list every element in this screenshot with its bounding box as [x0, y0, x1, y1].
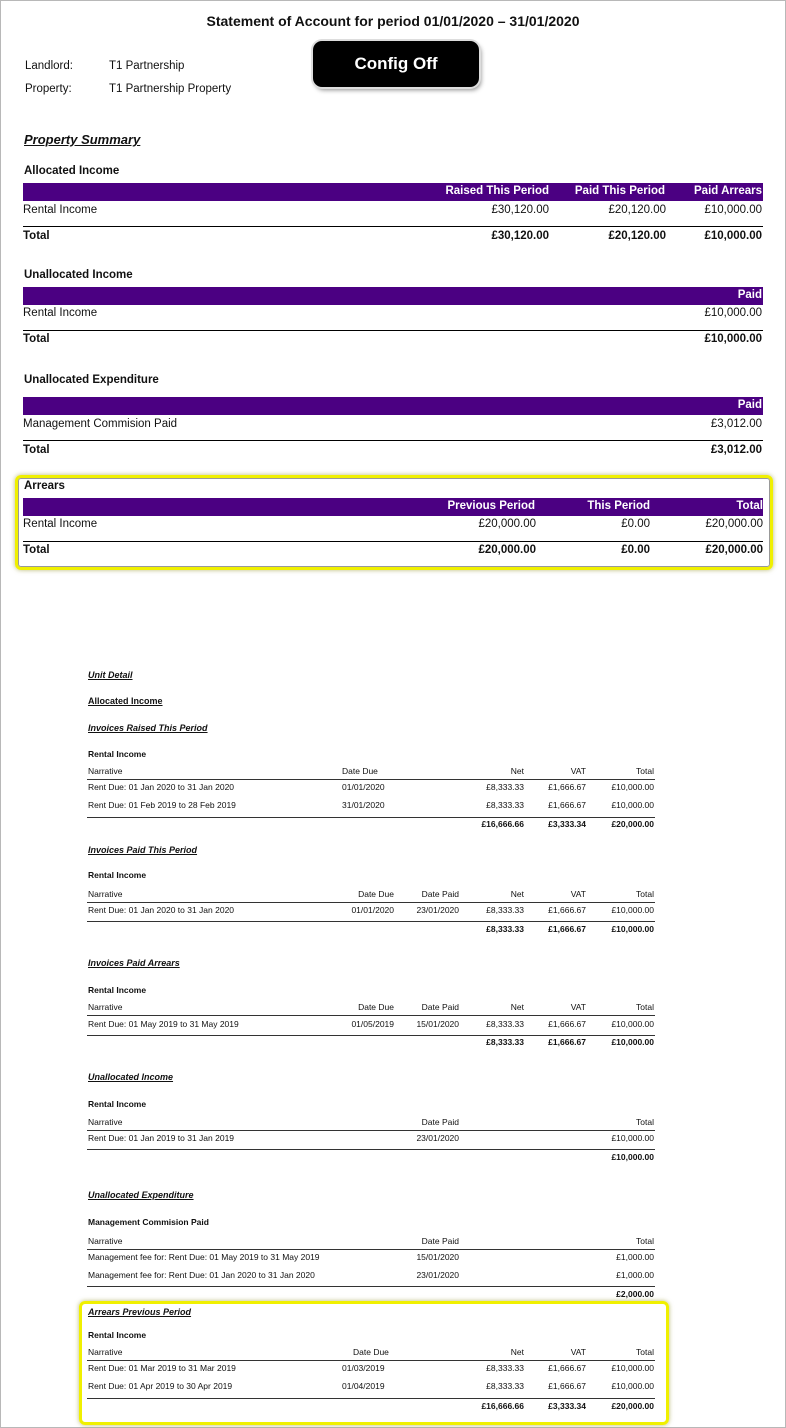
- col-paid-this-period: Paid This Period: [574, 185, 665, 197]
- cell: £8,333.33: [486, 1363, 524, 1373]
- col-date-due: Date Due: [358, 1002, 394, 1012]
- col-date-paid: Date Paid: [421, 1002, 459, 1012]
- cell: £8,333.33: [486, 1019, 524, 1029]
- cell: £1,666.67: [548, 1381, 586, 1391]
- rule: [87, 1149, 655, 1150]
- col-paid-arrears: Paid Arrears: [694, 185, 762, 197]
- col-narrative: Narrative: [88, 766, 123, 776]
- cell: £8,333.33: [486, 905, 524, 915]
- cell: £10,000.00: [611, 1133, 654, 1143]
- col-date-due: Date Due: [358, 889, 394, 899]
- col-vat: VAT: [570, 1347, 586, 1357]
- unallocated-expenditure-header-bar: [23, 397, 763, 415]
- cell: 01/05/2019: [351, 1019, 394, 1029]
- cell: £10,000.00: [611, 905, 654, 915]
- row-value: £20,000.00: [478, 518, 536, 530]
- cell: Rent Due: 01 Jan 2020 to 31 Jan 2020: [88, 782, 235, 792]
- total-cell: £10,000.00: [611, 924, 654, 934]
- col-date-paid: Date Paid: [421, 1117, 459, 1127]
- arrears-row: [23, 518, 763, 534]
- col-net: Net: [510, 1002, 524, 1012]
- row-value: £30,120.00: [491, 204, 549, 216]
- invoices-paid-sub: Rental Income: [88, 870, 147, 880]
- row-label: Rental Income: [23, 204, 98, 216]
- property-value: T1 Partnership Property: [109, 83, 232, 95]
- cell: £1,000.00: [616, 1252, 654, 1262]
- rule: [87, 902, 655, 903]
- total-cell: £10,000.00: [611, 1152, 654, 1162]
- unallocated-income-detail-heading: Unallocated Income: [88, 1072, 174, 1082]
- total-cell: £20,000.00: [611, 1401, 654, 1411]
- cell: £1,666.67: [548, 905, 586, 915]
- col-date-paid: Date Paid: [421, 889, 459, 899]
- col-raised-this-period: Raised This Period: [445, 185, 549, 197]
- col-total: Total: [736, 500, 763, 512]
- allocated-income-row: [23, 204, 763, 220]
- cell: £10,000.00: [611, 1363, 654, 1373]
- col-total: Total: [636, 1002, 654, 1012]
- total-label: Total: [23, 444, 50, 456]
- cell: 31/01/2020: [342, 800, 385, 810]
- total-cell: £2,000.00: [616, 1289, 654, 1299]
- cell: £1,666.67: [548, 1019, 586, 1029]
- col-date-paid: Date Paid: [421, 1236, 459, 1246]
- row-value: £20,120.00: [608, 204, 666, 216]
- col-total: Total: [636, 889, 654, 899]
- unallocated-income-total: [23, 330, 763, 349]
- rule: [87, 817, 655, 818]
- invoices-paid-arrears-heading: Invoices Paid Arrears: [88, 958, 180, 968]
- col-narrative: Narrative: [88, 1236, 123, 1246]
- cell: Rent Due: 01 Jan 2019 to 31 Jan 2019: [88, 1133, 235, 1143]
- col-narrative: Narrative: [88, 1002, 123, 1012]
- row-value: £3,012.00: [710, 418, 762, 430]
- total-cell: £20,000.00: [611, 819, 654, 829]
- total-label: Total: [23, 544, 50, 556]
- total-value: £20,000.00: [478, 544, 536, 556]
- invoices-paid-arrears-sub: Rental Income: [88, 985, 147, 995]
- row-value: £0.00: [621, 518, 650, 530]
- cell: 01/01/2020: [351, 905, 394, 915]
- total-value: £30,120.00: [491, 230, 549, 242]
- total-value: £20,120.00: [608, 230, 666, 242]
- allocated-income-detail-heading: Allocated Income: [88, 696, 163, 706]
- total-label: Total: [23, 230, 50, 242]
- row-label: Rental Income: [23, 307, 98, 319]
- unallocated-income-detail-sub: Rental Income: [88, 1099, 147, 1109]
- unallocated-expenditure-detail-heading: Unallocated Expenditure: [88, 1190, 194, 1200]
- cell: Management fee for: Rent Due: 01 Jan 2020 to 31 Jan 2020: [88, 1270, 315, 1280]
- cell: 01/04/2019: [342, 1381, 385, 1391]
- cell: Rent Due: 01 Feb 2019 to 28 Feb 2019: [88, 800, 236, 810]
- col-vat: VAT: [570, 1002, 586, 1012]
- total-value: £20,000.00: [705, 544, 763, 556]
- cell: Management fee for: Rent Due: 01 May 2019 to 31 May 2019: [88, 1252, 320, 1262]
- col-paid: Paid: [737, 289, 762, 301]
- invoices-raised-heading: Invoices Raised This Period: [88, 723, 208, 733]
- total-cell: £10,000.00: [611, 1037, 654, 1047]
- rule: [87, 1286, 655, 1287]
- cell: £1,666.67: [548, 800, 586, 810]
- config-off-badge[interactable]: Config Off: [313, 41, 479, 87]
- rule: [87, 779, 655, 780]
- cell: £8,333.33: [486, 1381, 524, 1391]
- col-paid: Paid: [737, 399, 762, 411]
- landlord-value: T1 Partnership: [109, 60, 185, 72]
- property-label: Property:: [25, 83, 72, 95]
- invoices-raised-sub: Rental Income: [88, 749, 147, 759]
- unallocated-expenditure-detail-sub: Management Commision Paid: [88, 1217, 209, 1227]
- total-value: £10,000.00: [704, 230, 762, 242]
- total-cell: £16,666.66: [481, 1401, 524, 1411]
- rule: [87, 921, 655, 922]
- cell: £1,000.00: [616, 1270, 654, 1280]
- total-cell: £8,333.33: [486, 1037, 524, 1047]
- rule: [87, 1015, 655, 1016]
- col-narrative: Narrative: [88, 889, 123, 899]
- cell: £10,000.00: [611, 782, 654, 792]
- allocated-income-header-bar: [23, 183, 763, 201]
- cell: Rent Due: 01 Mar 2019 to 31 Mar 2019: [88, 1363, 236, 1373]
- cell: Rent Due: 01 Jan 2020 to 31 Jan 2020: [88, 905, 235, 915]
- cell: £8,333.33: [486, 782, 524, 792]
- col-this-period: This Period: [587, 500, 650, 512]
- col-previous-period: Previous Period: [447, 500, 535, 512]
- col-narrative: Narrative: [88, 1117, 123, 1127]
- col-date-due: Date Due: [342, 766, 378, 776]
- total-cell: £16,666.66: [481, 819, 524, 829]
- cell: 01/03/2019: [342, 1363, 385, 1373]
- rule: [87, 1360, 655, 1361]
- total-cell: £1,666.67: [548, 924, 586, 934]
- unit-detail-heading: Unit Detail: [88, 670, 133, 680]
- unallocated-income-title: Unallocated Income: [24, 269, 133, 281]
- cell: 15/01/2020: [416, 1252, 459, 1262]
- total-cell: £3,333.34: [548, 819, 586, 829]
- property-summary-heading: Property Summary: [24, 132, 141, 147]
- total-value: £3,012.00: [710, 444, 762, 456]
- col-net: Net: [510, 766, 524, 776]
- cell: £8,333.33: [486, 800, 524, 810]
- cell: 23/01/2020: [416, 1270, 459, 1280]
- arrears-previous-heading: Arrears Previous Period: [88, 1307, 192, 1317]
- total-value: £0.00: [621, 544, 650, 556]
- rule: [87, 1130, 655, 1131]
- arrears-header-bar: [23, 498, 763, 516]
- arrears-title: Arrears: [24, 480, 65, 492]
- unallocated-expenditure-row: [23, 418, 763, 434]
- cell: £1,666.67: [548, 1363, 586, 1373]
- col-net: Net: [510, 889, 524, 899]
- rule: [87, 1249, 655, 1250]
- allocated-income-total: [23, 226, 763, 248]
- col-total: Total: [636, 766, 654, 776]
- row-value: £10,000.00: [704, 204, 762, 216]
- cell: 15/01/2020: [416, 1019, 459, 1029]
- total-cell: £8,333.33: [486, 924, 524, 934]
- rule: [87, 1035, 655, 1036]
- rule: [87, 1398, 655, 1399]
- total-value: £10,000.00: [704, 333, 762, 345]
- col-vat: VAT: [570, 766, 586, 776]
- invoices-paid-heading: Invoices Paid This Period: [88, 845, 198, 855]
- unallocated-income-row: [23, 307, 763, 323]
- allocated-income-title: Allocated Income: [24, 165, 120, 177]
- cell: £10,000.00: [611, 800, 654, 810]
- landlord-label: Landlord:: [25, 60, 73, 72]
- cell: £10,000.00: [611, 1019, 654, 1029]
- col-total: Total: [636, 1117, 654, 1127]
- cell: £1,666.67: [548, 782, 586, 792]
- property-line: [25, 83, 231, 95]
- row-value: £10,000.00: [704, 307, 762, 319]
- row-label: Rental Income: [23, 518, 98, 530]
- cell: 23/01/2020: [416, 905, 459, 915]
- col-net: Net: [510, 1347, 524, 1357]
- cell: 01/01/2020: [342, 782, 385, 792]
- cell: Rent Due: 01 Apr 2019 to 30 Apr 2019: [88, 1381, 233, 1391]
- cell: Rent Due: 01 May 2019 to 31 May 2019: [88, 1019, 239, 1029]
- cell: 23/01/2020: [416, 1133, 459, 1143]
- arrears-total: [23, 541, 763, 560]
- landlord-line: [25, 60, 184, 72]
- col-total: Total: [636, 1236, 654, 1246]
- col-total: Total: [636, 1347, 654, 1357]
- row-value: £20,000.00: [705, 518, 763, 530]
- total-cell: £3,333.34: [548, 1401, 586, 1411]
- unallocated-income-header-bar: [23, 287, 763, 305]
- cell: £10,000.00: [611, 1381, 654, 1391]
- statement-title: Statement of Account for period 01/01/2020 – 31/01/2020: [206, 13, 580, 29]
- col-vat: VAT: [570, 889, 586, 899]
- arrears-previous-sub: Rental Income: [88, 1330, 147, 1340]
- col-narrative: Narrative: [88, 1347, 123, 1357]
- unallocated-expenditure-title: Unallocated Expenditure: [24, 374, 159, 386]
- col-date-due: Date Due: [353, 1347, 389, 1357]
- unallocated-expenditure-total: [23, 440, 763, 459]
- row-label: Management Commision Paid: [23, 418, 178, 430]
- total-cell: £1,666.67: [548, 1037, 586, 1047]
- total-label: Total: [23, 333, 50, 345]
